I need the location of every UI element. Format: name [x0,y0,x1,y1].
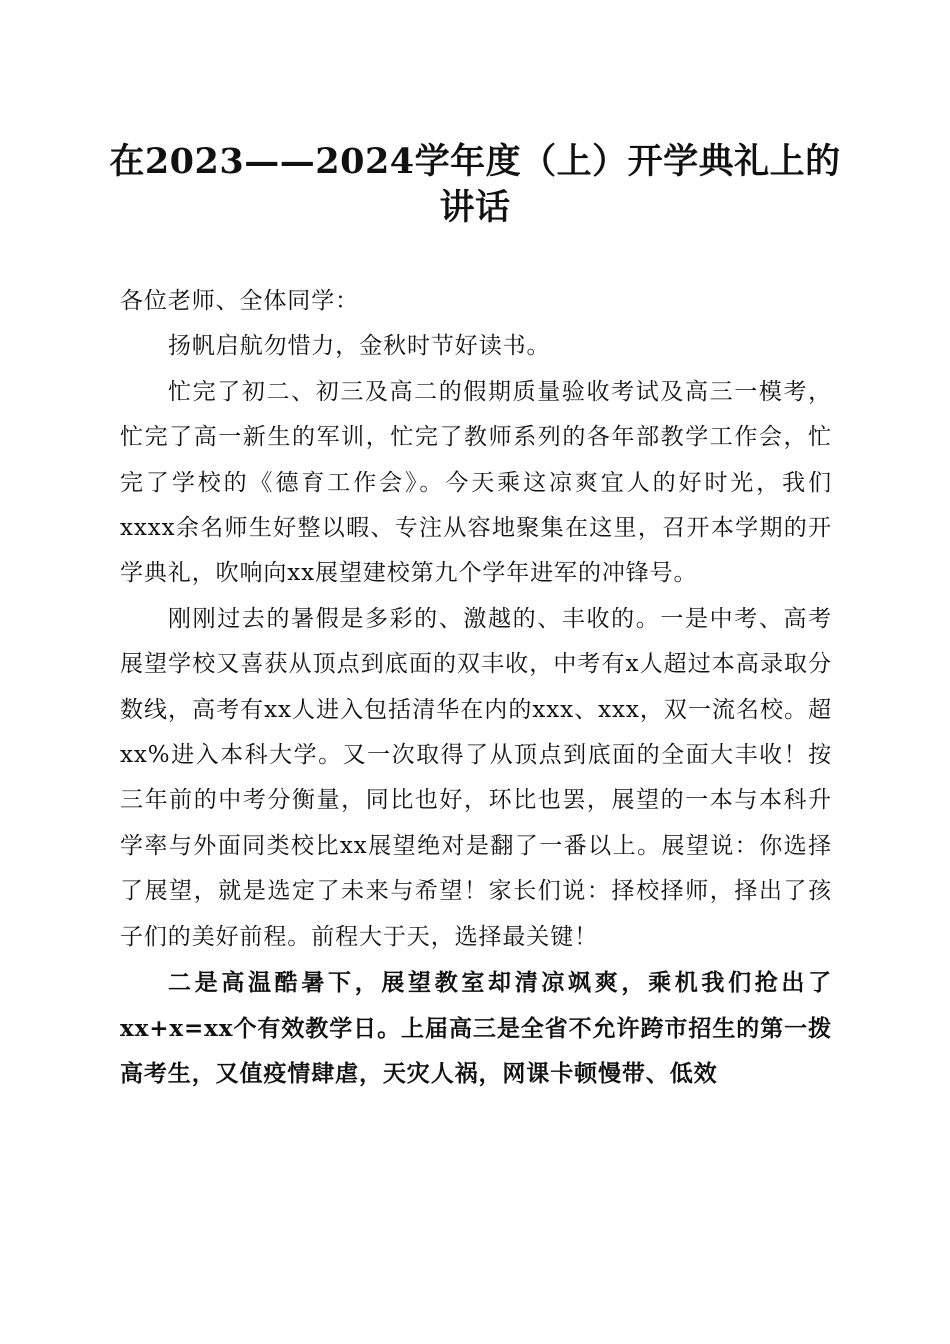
paragraph-summer-harvest: 刚刚过去的暑假是多彩的、激越的、丰收的。一是中考、高考展望学校又喜获从顶点到底面的双丰收，中考有x人超过本高录取分数线，高考有xx人进入包括清华在内的xxx、xxx，双一流名校。超xx%进入本科大学。又一次取得了从顶点到底面的全面大丰收！按三年前的中考分衡量，同比也好，环比也罢，展望的一本与本科升学率与外面同类校比xx展望绝对是翻了一番以上。展望说：你选择了展望，就是选定了未来与希望！家长们说：择校择师，择出了孩子们的美好前程。前程大于天，选择最关键！ [120,605,832,950]
document-title-line-1: 在2023——2024学年度（上）开学典礼上的 [109,141,841,182]
document-title-line-2: 讲话 [439,187,511,228]
salutation: 各位老师、全体同学： [120,288,359,314]
document-body [120,279,832,1096]
paragraph-opening-couplet: 扬帆启航勿惜力，金秋时节好读书。 [168,333,551,360]
paragraph-busy-work: 忙完了初二、初三及高二的假期质量验收考试及高三一模考，忙完了高一新生的军训，忙完了教师系列的各年部教学工作会，忙完了学校的《德育工作会》。今天乘这凉爽宜人的好时光，我们xxxx余名师生好整以暇、专注从容地聚集在这里，召开本学期的开学典礼，吹响向xx展望建校第九个学年进军的冲锋号。 [120,378,832,587]
paragraph-teaching-days: 二是高温酷暑下，展望教室却清凉飒爽，乘机我们抢出了xx+x=xx个有效教学日。上届高三是全省不允许跨市招生的第一拨高考生，又值疫情肆虐，天灾人祸，网课卡顿慢带、低效 [120,969,832,1087]
